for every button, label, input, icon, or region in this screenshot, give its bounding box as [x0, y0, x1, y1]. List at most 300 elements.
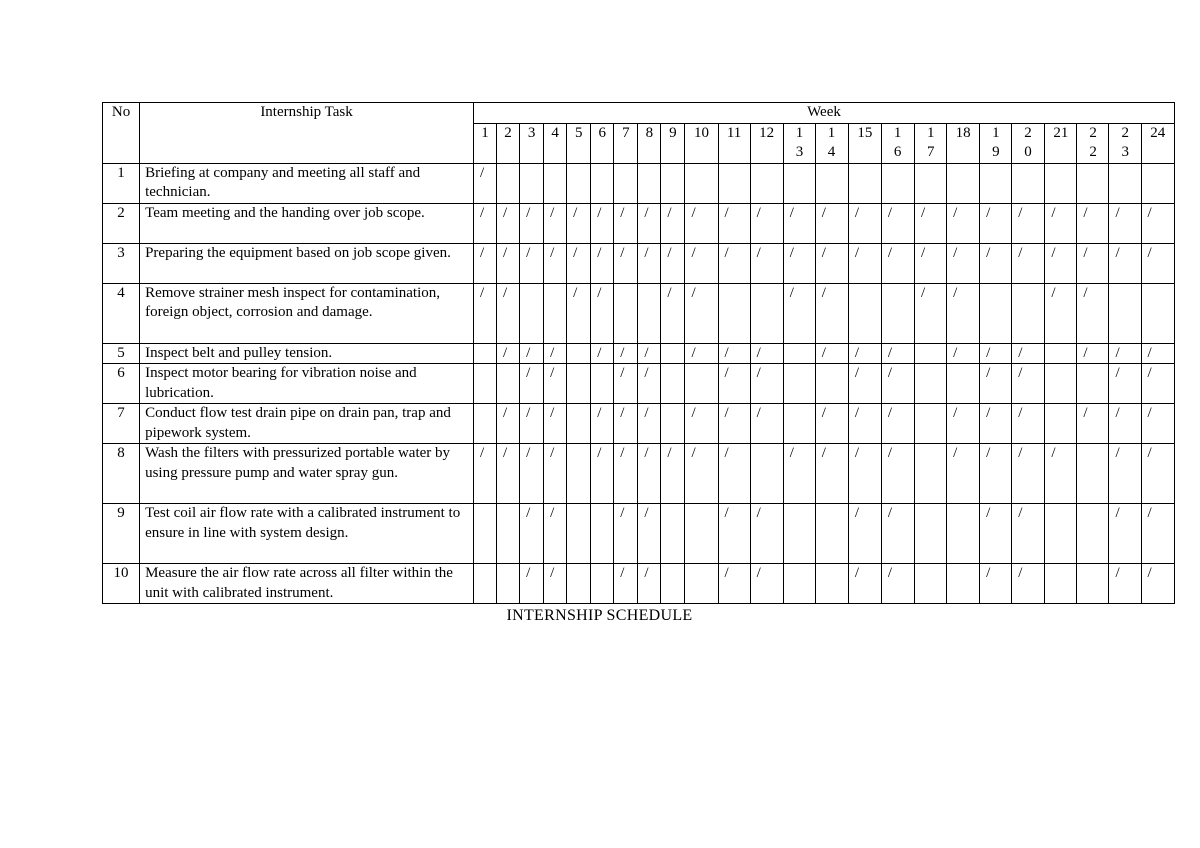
- week-header-20: 2 0: [1012, 123, 1045, 163]
- week-mark: /: [614, 203, 638, 243]
- week-mark: /: [638, 243, 661, 283]
- week-mark: /: [520, 364, 544, 404]
- week-cell-empty: [567, 364, 591, 404]
- week-mark: /: [638, 504, 661, 564]
- week-header-10: 10: [685, 123, 718, 163]
- week-mark: /: [947, 343, 980, 364]
- week-mark: /: [947, 203, 980, 243]
- week-cell-empty: [473, 364, 496, 404]
- week-cell-empty: [661, 504, 685, 564]
- week-cell-empty: [915, 343, 947, 364]
- table-row: [103, 163, 1175, 203]
- week-mark: /: [544, 444, 567, 504]
- week-cell-empty: [661, 163, 685, 203]
- week-cell-empty: [1077, 564, 1109, 604]
- week-mark: /: [1109, 504, 1141, 564]
- week-header-16: 1 6: [881, 123, 914, 163]
- week-mark: /: [1109, 343, 1141, 364]
- week-mark: /: [1109, 243, 1141, 283]
- week-header-15: 15: [848, 123, 881, 163]
- week-cell-empty: [1141, 163, 1174, 203]
- week-mark: /: [520, 243, 544, 283]
- week-mark: /: [614, 504, 638, 564]
- week-mark: /: [685, 444, 718, 504]
- week-cell-empty: [783, 564, 815, 604]
- week-mark: /: [783, 243, 815, 283]
- week-mark: /: [718, 404, 750, 444]
- week-mark: /: [980, 364, 1012, 404]
- week-cell-empty: [591, 504, 614, 564]
- week-mark: /: [591, 444, 614, 504]
- week-mark: /: [750, 404, 783, 444]
- week-header-12: 12: [750, 123, 783, 163]
- week-cell-empty: [783, 163, 815, 203]
- week-cell-empty: [661, 404, 685, 444]
- week-cell-empty: [947, 364, 980, 404]
- week-mark: /: [881, 404, 914, 444]
- week-mark: /: [497, 203, 520, 243]
- week-mark: /: [718, 504, 750, 564]
- week-cell-empty: [1045, 504, 1077, 564]
- week-cell-empty: [1045, 564, 1077, 604]
- row-number: 10: [103, 564, 140, 604]
- week-cell-empty: [783, 343, 815, 364]
- week-mark: /: [591, 404, 614, 444]
- week-mark: /: [980, 203, 1012, 243]
- week-mark: /: [881, 364, 914, 404]
- week-mark: /: [718, 364, 750, 404]
- row-task: Conduct flow test drain pipe on drain pan, trap and pipework system.: [140, 404, 474, 444]
- week-mark: /: [718, 444, 750, 504]
- week-cell-empty: [661, 364, 685, 404]
- row-number: 7: [103, 404, 140, 444]
- week-mark: /: [881, 243, 914, 283]
- week-cell-empty: [815, 364, 848, 404]
- week-cell-empty: [473, 564, 496, 604]
- row-number: 6: [103, 364, 140, 404]
- week-mark: /: [1141, 364, 1174, 404]
- week-mark: /: [1012, 504, 1045, 564]
- week-cell-empty: [915, 364, 947, 404]
- week-mark: /: [815, 343, 848, 364]
- table-row: [103, 243, 1175, 283]
- week-header-14: 1 4: [815, 123, 848, 163]
- week-mark: /: [1109, 364, 1141, 404]
- week-mark: /: [1141, 343, 1174, 364]
- header-internship-task: Internship Task: [140, 103, 474, 164]
- week-header-11: 11: [718, 123, 750, 163]
- week-mark: /: [661, 283, 685, 343]
- week-mark: /: [1012, 564, 1045, 604]
- week-cell-empty: [473, 504, 496, 564]
- week-mark: /: [1109, 564, 1141, 604]
- week-cell-empty: [497, 504, 520, 564]
- row-task: Measure the air flow rate across all filter within the unit with calibrated instrument.: [140, 564, 474, 604]
- row-task: Preparing the equipment based on job scope given.: [140, 243, 474, 283]
- week-header-4: 4: [544, 123, 567, 163]
- week-mark: /: [661, 444, 685, 504]
- week-mark: /: [815, 203, 848, 243]
- week-cell-empty: [750, 163, 783, 203]
- row-number: 1: [103, 163, 140, 203]
- week-mark: /: [638, 203, 661, 243]
- week-cell-empty: [567, 404, 591, 444]
- table-row: [103, 564, 1175, 604]
- week-mark: /: [881, 343, 914, 364]
- week-cell-empty: [947, 564, 980, 604]
- week-header-22: 2 2: [1077, 123, 1109, 163]
- week-cell-empty: [915, 444, 947, 504]
- week-mark: /: [638, 564, 661, 604]
- week-mark: /: [848, 203, 881, 243]
- row-number: 5: [103, 343, 140, 364]
- week-mark: /: [881, 504, 914, 564]
- week-cell-empty: [520, 283, 544, 343]
- week-mark: /: [750, 343, 783, 364]
- week-cell-empty: [544, 163, 567, 203]
- week-mark: /: [750, 564, 783, 604]
- week-mark: /: [718, 203, 750, 243]
- week-cell-empty: [591, 564, 614, 604]
- week-cell-empty: [1045, 364, 1077, 404]
- week-mark: /: [750, 504, 783, 564]
- week-mark: /: [497, 404, 520, 444]
- week-cell-empty: [881, 163, 914, 203]
- week-cell-empty: [473, 343, 496, 364]
- table-row: [103, 504, 1175, 564]
- row-task: Inspect motor bearing for vibration noise and lubrication.: [140, 364, 474, 404]
- week-mark: /: [685, 283, 718, 343]
- week-cell-empty: [497, 364, 520, 404]
- week-cell-empty: [567, 564, 591, 604]
- week-mark: /: [544, 364, 567, 404]
- table-row: [103, 404, 1175, 444]
- week-header-17: 1 7: [915, 123, 947, 163]
- week-cell-empty: [915, 504, 947, 564]
- week-cell-empty: [1109, 163, 1141, 203]
- week-mark: /: [980, 343, 1012, 364]
- week-cell-empty: [638, 163, 661, 203]
- week-mark: /: [1109, 203, 1141, 243]
- week-cell-empty: [947, 504, 980, 564]
- week-cell-empty: [1045, 163, 1077, 203]
- week-cell-empty: [815, 163, 848, 203]
- week-mark: /: [980, 243, 1012, 283]
- week-mark: /: [1077, 243, 1109, 283]
- week-mark: /: [497, 243, 520, 283]
- week-mark: /: [815, 243, 848, 283]
- row-number: 9: [103, 504, 140, 564]
- table-row: [103, 283, 1175, 343]
- week-mark: /: [750, 243, 783, 283]
- table-row: [103, 364, 1175, 404]
- week-mark: /: [567, 203, 591, 243]
- table-row: [103, 444, 1175, 504]
- week-mark: /: [1141, 243, 1174, 283]
- week-mark: /: [1077, 283, 1109, 343]
- week-mark: /: [473, 203, 496, 243]
- week-mark: /: [567, 283, 591, 343]
- week-mark: /: [614, 404, 638, 444]
- week-mark: /: [520, 404, 544, 444]
- week-mark: /: [544, 404, 567, 444]
- week-cell-empty: [783, 404, 815, 444]
- week-header-9: 9: [661, 123, 685, 163]
- week-mark: /: [881, 444, 914, 504]
- week-mark: /: [567, 243, 591, 283]
- week-mark: /: [591, 203, 614, 243]
- row-number: 2: [103, 203, 140, 243]
- week-cell-empty: [591, 163, 614, 203]
- week-mark: /: [544, 564, 567, 604]
- week-cell-empty: [848, 283, 881, 343]
- internship-schedule-table: [102, 102, 1175, 604]
- week-mark: /: [783, 283, 815, 343]
- week-mark: /: [1109, 444, 1141, 504]
- week-header-23: 2 3: [1109, 123, 1141, 163]
- week-mark: /: [473, 243, 496, 283]
- week-mark: /: [591, 283, 614, 343]
- week-mark: /: [544, 243, 567, 283]
- week-cell-empty: [685, 564, 718, 604]
- week-mark: /: [848, 404, 881, 444]
- week-mark: /: [1109, 404, 1141, 444]
- week-mark: /: [591, 243, 614, 283]
- week-cell-empty: [915, 404, 947, 444]
- week-header-3: 3: [520, 123, 544, 163]
- week-mark: /: [544, 504, 567, 564]
- week-mark: /: [815, 283, 848, 343]
- row-task: Inspect belt and pulley tension.: [140, 343, 474, 364]
- week-cell-empty: [750, 444, 783, 504]
- week-mark: /: [881, 203, 914, 243]
- row-number: 4: [103, 283, 140, 343]
- week-mark: /: [1012, 404, 1045, 444]
- header-no: No: [103, 103, 140, 164]
- week-mark: /: [848, 564, 881, 604]
- week-mark: /: [947, 404, 980, 444]
- week-cell-empty: [473, 404, 496, 444]
- week-cell-empty: [1109, 283, 1141, 343]
- week-mark: /: [685, 404, 718, 444]
- week-cell-empty: [685, 504, 718, 564]
- week-cell-empty: [544, 283, 567, 343]
- week-mark: /: [815, 444, 848, 504]
- week-mark: /: [520, 564, 544, 604]
- week-cell-empty: [718, 283, 750, 343]
- week-mark: /: [1141, 203, 1174, 243]
- week-header-5: 5: [567, 123, 591, 163]
- week-cell-empty: [815, 564, 848, 604]
- row-task: Briefing at company and meeting all staff and technician.: [140, 163, 474, 203]
- week-mark: /: [638, 343, 661, 364]
- week-cell-empty: [1012, 283, 1045, 343]
- week-cell-empty: [915, 163, 947, 203]
- week-mark: /: [614, 564, 638, 604]
- week-cell-empty: [685, 364, 718, 404]
- week-mark: /: [614, 364, 638, 404]
- week-mark: /: [473, 283, 496, 343]
- week-mark: /: [685, 203, 718, 243]
- week-cell-empty: [497, 163, 520, 203]
- week-mark: /: [497, 343, 520, 364]
- week-mark: /: [497, 444, 520, 504]
- week-header-1: 1: [473, 123, 496, 163]
- week-mark: /: [718, 564, 750, 604]
- week-cell-empty: [520, 163, 544, 203]
- row-number: 3: [103, 243, 140, 283]
- week-mark: /: [1077, 203, 1109, 243]
- week-mark: /: [783, 444, 815, 504]
- week-mark: /: [520, 343, 544, 364]
- week-cell-empty: [614, 283, 638, 343]
- week-mark: /: [473, 163, 496, 203]
- row-number: 8: [103, 444, 140, 504]
- week-mark: /: [915, 203, 947, 243]
- week-mark: /: [1012, 343, 1045, 364]
- week-cell-empty: [1077, 163, 1109, 203]
- week-cell-empty: [638, 283, 661, 343]
- week-mark: /: [638, 444, 661, 504]
- week-cell-empty: [815, 504, 848, 564]
- week-cell-empty: [915, 564, 947, 604]
- week-mark: /: [980, 564, 1012, 604]
- week-mark: /: [1141, 444, 1174, 504]
- week-cell-empty: [1012, 163, 1045, 203]
- week-mark: /: [915, 243, 947, 283]
- week-mark: /: [915, 283, 947, 343]
- week-cell-empty: [1077, 444, 1109, 504]
- week-mark: /: [520, 504, 544, 564]
- week-mark: /: [685, 343, 718, 364]
- week-mark: /: [473, 444, 496, 504]
- week-mark: /: [1012, 243, 1045, 283]
- week-mark: /: [947, 243, 980, 283]
- week-cell-empty: [848, 163, 881, 203]
- row-task: Remove strainer mesh inspect for contamination, foreign object, corrosion and damage.: [140, 283, 474, 343]
- week-mark: /: [638, 364, 661, 404]
- table-row: [103, 203, 1175, 243]
- row-task: Test coil air flow rate with a calibrated instrument to ensure in line with system design.: [140, 504, 474, 564]
- week-cell-empty: [783, 364, 815, 404]
- row-task: Wash the filters with pressurized portable water by using pressure pump and water spray gun.: [140, 444, 474, 504]
- header-row-top: [103, 103, 1175, 124]
- week-cell-empty: [947, 163, 980, 203]
- week-mark: /: [815, 404, 848, 444]
- week-mark: /: [1077, 343, 1109, 364]
- week-header-13: 1 3: [783, 123, 815, 163]
- week-cell-empty: [567, 163, 591, 203]
- week-mark: /: [848, 364, 881, 404]
- week-mark: /: [497, 283, 520, 343]
- week-mark: /: [750, 364, 783, 404]
- week-mark: /: [750, 203, 783, 243]
- week-cell-empty: [567, 444, 591, 504]
- week-mark: /: [718, 343, 750, 364]
- week-cell-empty: [685, 163, 718, 203]
- week-mark: /: [520, 444, 544, 504]
- week-mark: /: [1077, 404, 1109, 444]
- week-mark: /: [848, 504, 881, 564]
- row-task: Team meeting and the handing over job scope.: [140, 203, 474, 243]
- week-mark: /: [1141, 504, 1174, 564]
- week-mark: /: [1012, 203, 1045, 243]
- week-mark: /: [591, 343, 614, 364]
- week-mark: /: [1141, 564, 1174, 604]
- week-mark: /: [848, 243, 881, 283]
- week-cell-empty: [661, 564, 685, 604]
- week-cell-empty: [1045, 404, 1077, 444]
- week-cell-empty: [783, 504, 815, 564]
- week-mark: /: [544, 203, 567, 243]
- week-mark: /: [685, 243, 718, 283]
- week-mark: /: [614, 343, 638, 364]
- week-cell-empty: [980, 163, 1012, 203]
- week-cell-empty: [750, 283, 783, 343]
- week-mark: /: [1141, 404, 1174, 444]
- week-cell-empty: [567, 504, 591, 564]
- week-mark: /: [1012, 444, 1045, 504]
- week-mark: /: [848, 444, 881, 504]
- week-mark: /: [783, 203, 815, 243]
- week-mark: /: [661, 243, 685, 283]
- week-mark: /: [848, 343, 881, 364]
- week-mark: /: [544, 343, 567, 364]
- week-cell-empty: [1141, 283, 1174, 343]
- week-mark: /: [1012, 364, 1045, 404]
- week-cell-empty: [718, 163, 750, 203]
- week-cell-empty: [661, 343, 685, 364]
- week-cell-empty: [1045, 343, 1077, 364]
- week-mark: /: [638, 404, 661, 444]
- week-mark: /: [661, 203, 685, 243]
- week-mark: /: [614, 444, 638, 504]
- week-mark: /: [1045, 444, 1077, 504]
- week-header-21: 21: [1045, 123, 1077, 163]
- week-mark: /: [1045, 203, 1077, 243]
- week-header-2: 2: [497, 123, 520, 163]
- week-cell-empty: [614, 163, 638, 203]
- week-header-18: 18: [947, 123, 980, 163]
- document-caption: INTERNSHIP SCHEDULE: [506, 607, 693, 624]
- week-header-24: 24: [1141, 123, 1174, 163]
- week-header-8: 8: [638, 123, 661, 163]
- week-cell-empty: [1077, 504, 1109, 564]
- header-week: Week: [473, 103, 1174, 124]
- week-mark: /: [980, 404, 1012, 444]
- week-header-7: 7: [614, 123, 638, 163]
- week-mark: /: [718, 243, 750, 283]
- week-cell-empty: [591, 364, 614, 404]
- week-mark: /: [947, 444, 980, 504]
- week-mark: /: [881, 564, 914, 604]
- week-cell-empty: [567, 343, 591, 364]
- week-mark: /: [980, 504, 1012, 564]
- week-cell-empty: [881, 283, 914, 343]
- week-mark: /: [1045, 283, 1077, 343]
- week-cell-empty: [497, 564, 520, 604]
- week-cell-empty: [1077, 364, 1109, 404]
- week-cell-empty: [980, 283, 1012, 343]
- week-header-6: 6: [591, 123, 614, 163]
- week-mark: /: [1045, 243, 1077, 283]
- week-mark: /: [520, 203, 544, 243]
- week-header-19: 1 9: [980, 123, 1012, 163]
- week-mark: /: [947, 283, 980, 343]
- week-mark: /: [980, 444, 1012, 504]
- table-row: [103, 343, 1175, 364]
- week-mark: /: [614, 243, 638, 283]
